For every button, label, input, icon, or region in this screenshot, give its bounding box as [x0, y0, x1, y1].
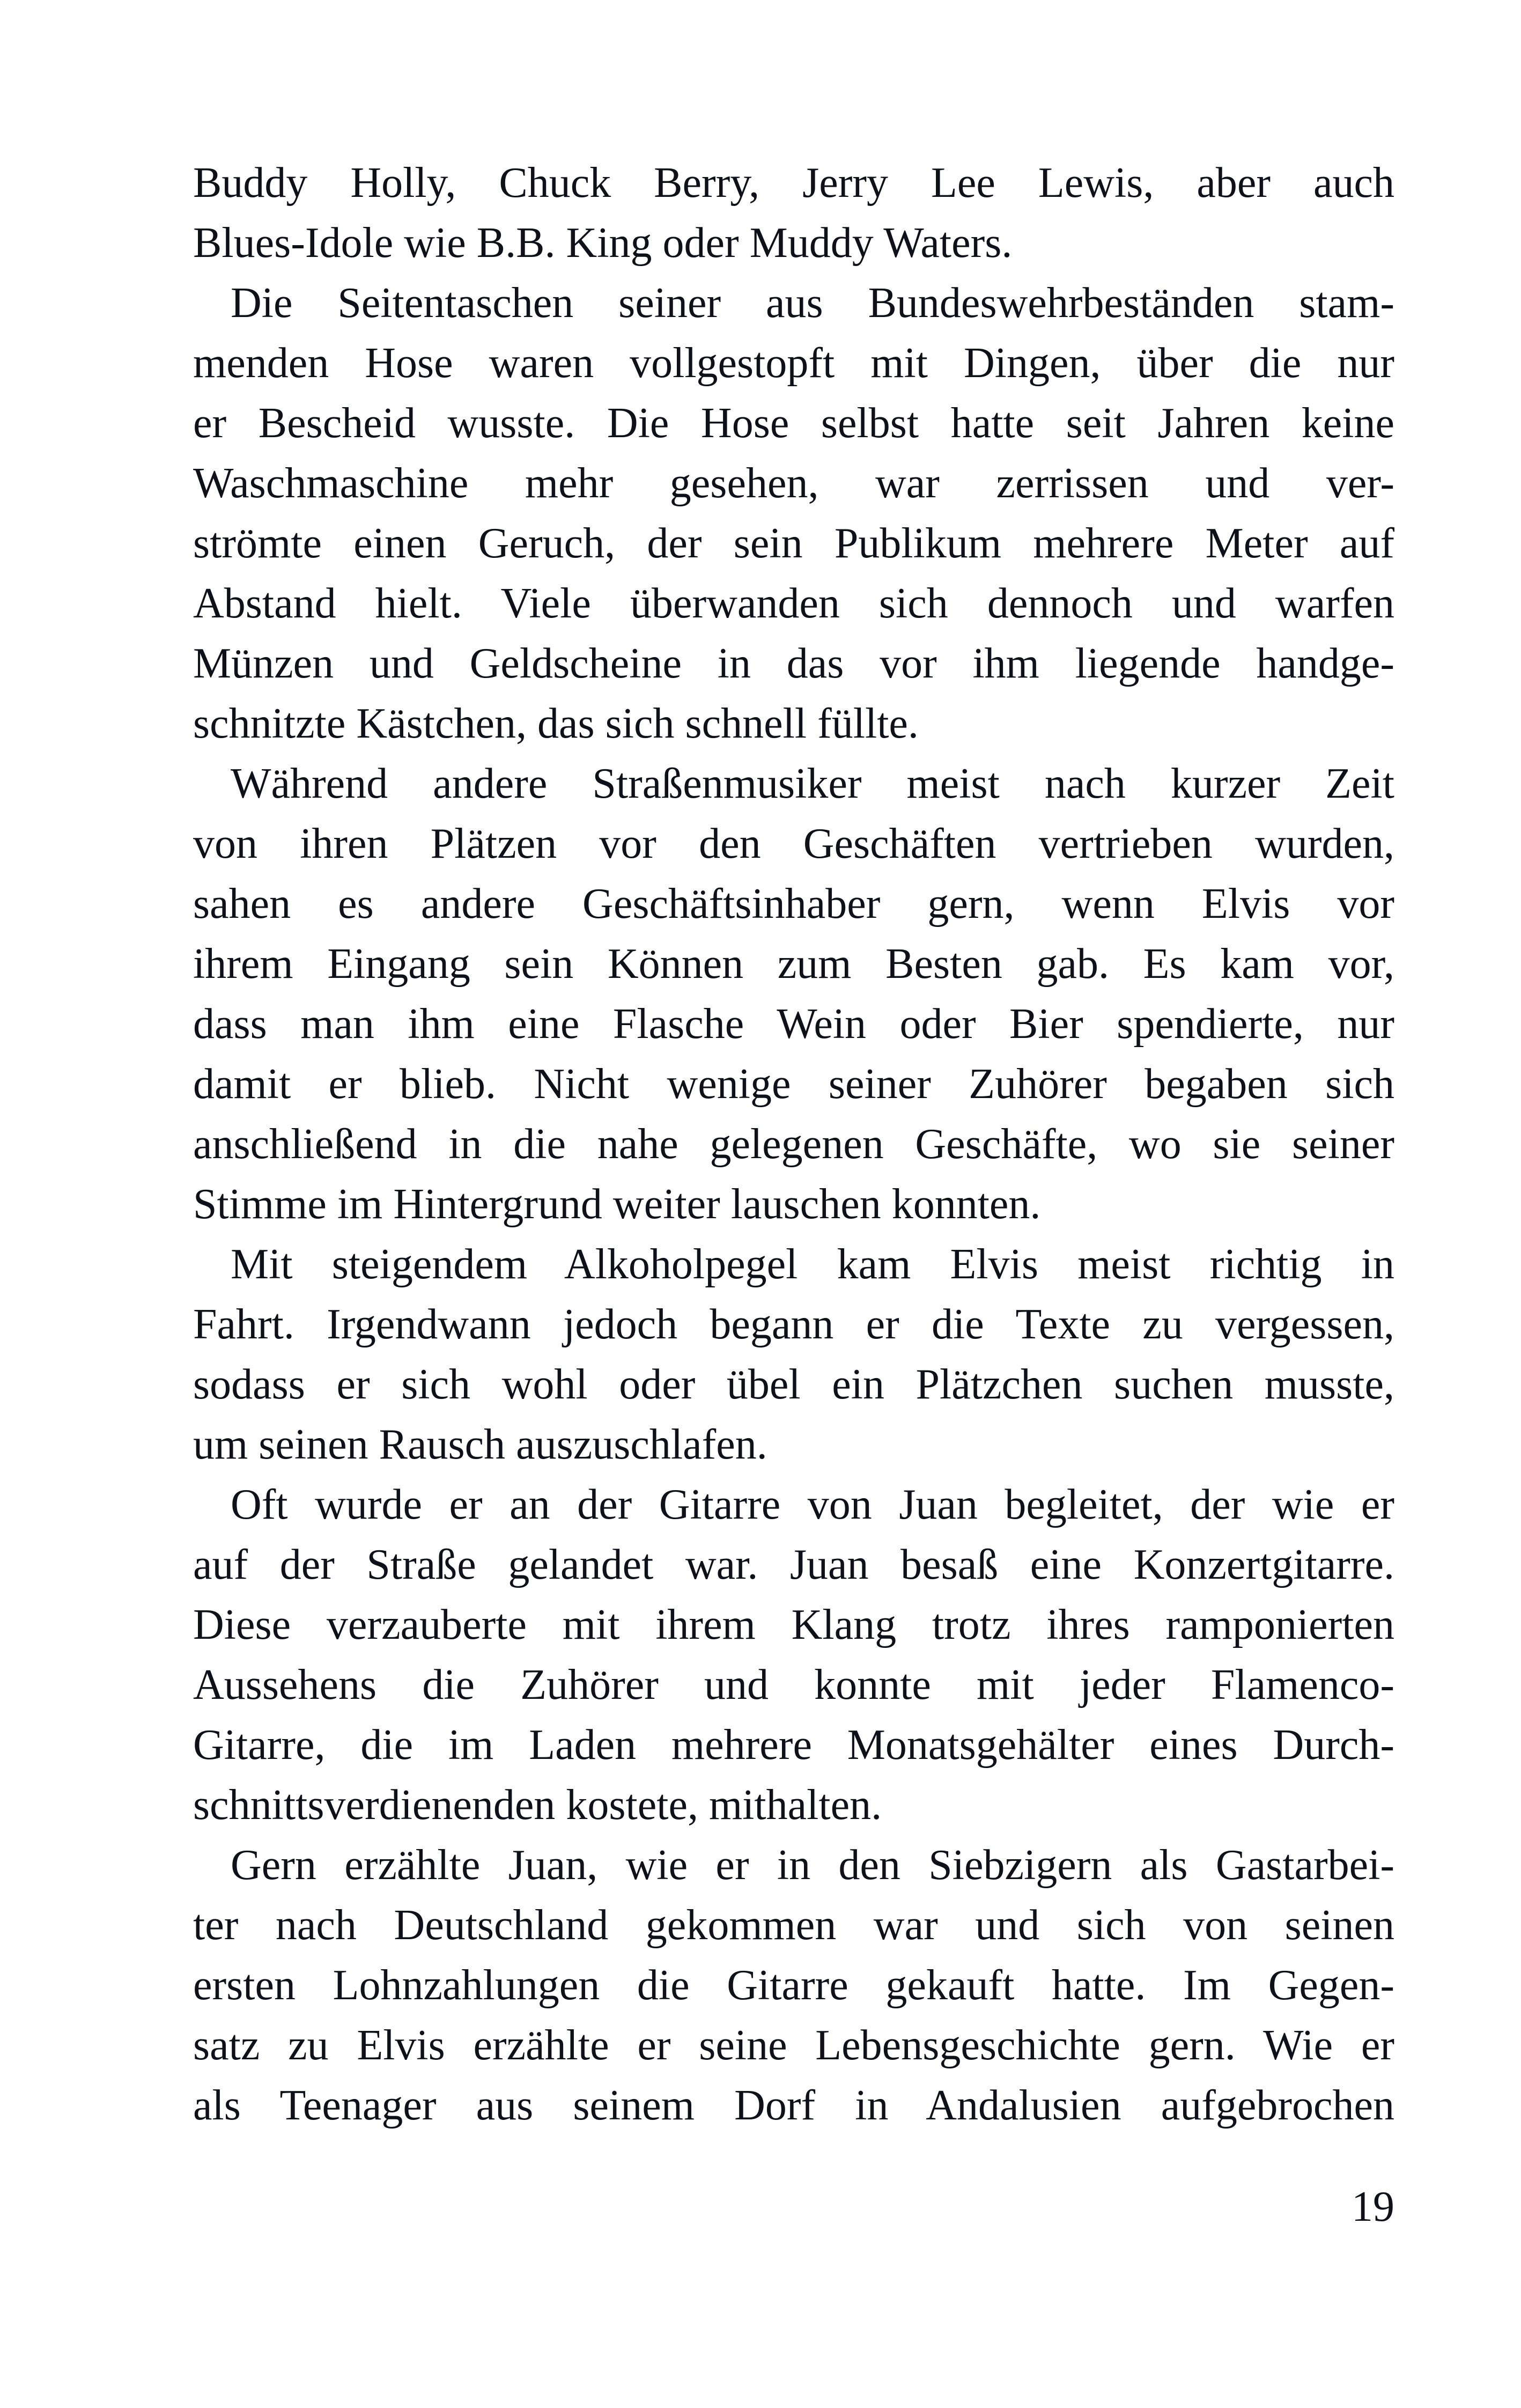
- text-line: strömte einen Geruch, der sein Publikum mehrere Meter auf: [193, 520, 1394, 567]
- text-line: anschließend in die nahe gelegenen Geschäfte, wo sie seiner: [193, 1121, 1394, 1168]
- text-line: schnittsverdienenden kostete, mithalten.: [193, 1781, 882, 1829]
- paragraph: [193, 1234, 1394, 1475]
- text-line: er Bescheid wusste. Die Hose selbst hatte seit Jahren keine: [193, 400, 1394, 447]
- paragraph: [193, 754, 1394, 1234]
- text-line: um seinen Rausch auszuschlafen.: [193, 1421, 767, 1468]
- text-line: Während andere Straßenmusiker meist nach kurzer Zeit: [231, 760, 1394, 807]
- text-line: Fahrt. Irgendwann jedoch begann er die Texte zu vergessen,: [193, 1301, 1394, 1348]
- text-line: menden Hose waren vollgestopft mit Dingen, über die nur: [193, 340, 1394, 387]
- text-line: schnitzte Kästchen, das sich schnell füllte.: [193, 700, 919, 747]
- text-line: satz zu Elvis erzählte er seine Lebensgeschichte gern. Wie er: [193, 2022, 1394, 2069]
- text-line: Stimme im Hintergrund weiter lauschen konnten.: [193, 1181, 1041, 1228]
- text-line: ter nach Deutschland gekommen war und sich von seinen: [193, 1902, 1394, 1949]
- paragraph: [193, 273, 1394, 754]
- text-line: ihrem Eingang sein Können zum Besten gab. Es kam vor,: [193, 940, 1394, 988]
- text-line: Gitarre, die im Laden mehrere Monatsgehälter eines Durch-: [193, 1721, 1394, 1769]
- text-line: dass man ihm eine Flasche Wein oder Bier spendierte, nur: [193, 1000, 1394, 1048]
- text-line: damit er blieb. Nicht wenige seiner Zuhörer begaben sich: [193, 1061, 1394, 1108]
- text-line: Mit steigendem Alkoholpegel kam Elvis meist richtig in: [231, 1241, 1394, 1288]
- text-line: auf der Straße gelandet war. Juan besaß eine Konzertgitarre.: [193, 1541, 1394, 1588]
- text-line: Oft wurde er an der Gitarre von Juan begleitet, der wie er: [231, 1481, 1394, 1528]
- text-line: Buddy Holly, Chuck Berry, Jerry Lee Lewis, aber auch: [193, 159, 1394, 207]
- text-line: Die Seitentaschen seiner aus Bundeswehrbeständen stam-: [231, 279, 1394, 327]
- text-line: Aussehens die Zuhörer und konnte mit jeder Flamenco-: [193, 1661, 1394, 1709]
- text-line: Blues-Idole wie B.B. King oder Muddy Waters.: [193, 219, 1013, 267]
- page-text: [193, 153, 1394, 2135]
- text-line: als Teenager aus seinem Dorf in Andalusien aufgebrochen: [193, 2082, 1394, 2129]
- text-line: Diese verzauberte mit ihrem Klang trotz ihres ramponierten: [193, 1601, 1394, 1648]
- paragraph: [193, 1475, 1394, 1835]
- text-line: sahen es andere Geschäftsinhaber gern, wenn Elvis vor: [193, 880, 1394, 927]
- paragraph: [193, 153, 1394, 273]
- text-line: Abstand hielt. Viele überwanden sich dennoch und warfen: [193, 580, 1394, 627]
- text-line: von ihren Plätzen vor den Geschäften vertrieben wurden,: [193, 820, 1394, 867]
- text-line: Waschmaschine mehr gesehen, war zerrissen und ver-: [193, 460, 1394, 507]
- text-line: Gern erzählte Juan, wie er in den Siebzigern als Gastarbei-: [231, 1842, 1394, 1889]
- paragraph: [193, 1835, 1394, 2135]
- text-line: sodass er sich wohl oder übel ein Plätzchen suchen musste,: [193, 1361, 1394, 1408]
- page-number: 19: [1352, 2183, 1394, 2230]
- text-line: ersten Lohnzahlungen die Gitarre gekauft hatte. Im Gegen-: [193, 1962, 1394, 2009]
- text-line: Münzen und Geldscheine in das vor ihm liegende handge-: [193, 640, 1394, 687]
